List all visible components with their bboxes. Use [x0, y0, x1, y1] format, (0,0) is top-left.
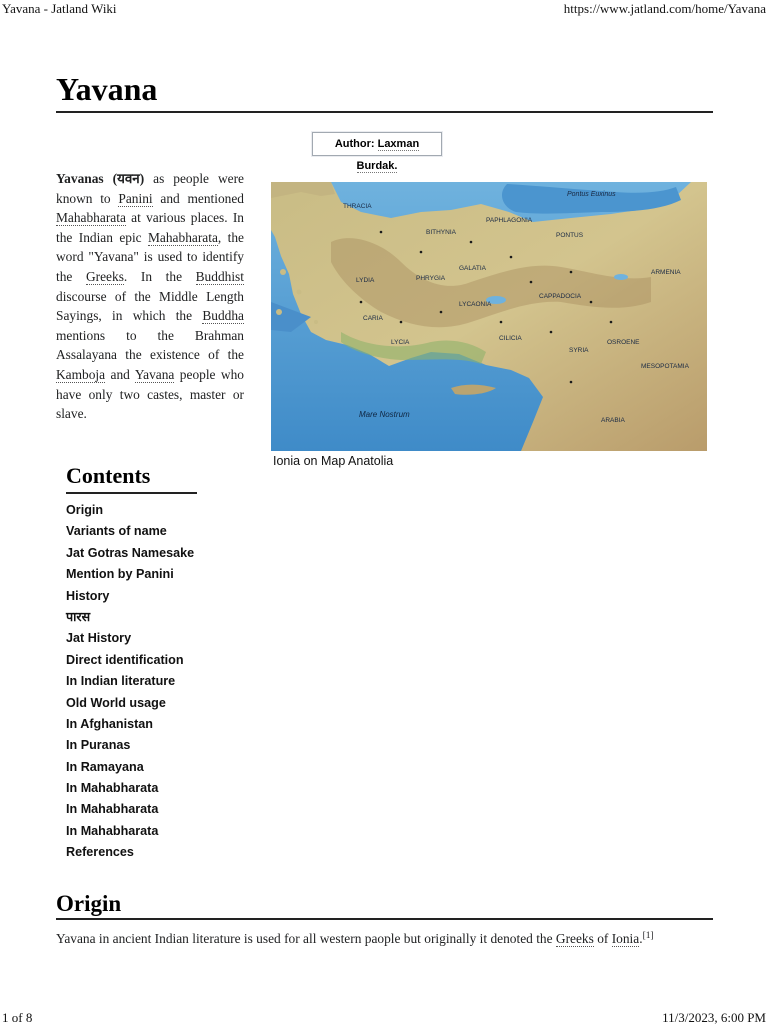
link-panini[interactable]: Panini	[118, 190, 153, 206]
map-lake-2	[614, 274, 628, 280]
map-city-dot	[420, 251, 423, 254]
map-label-syria: SYRIA	[569, 347, 589, 354]
title-divider	[56, 111, 713, 113]
intro-text: , the word "Yavana" is used to identify the	[56, 229, 244, 284]
link-greeks[interactable]: Greeks	[85, 268, 124, 284]
toc-item[interactable]: In Mahabharata	[66, 802, 159, 817]
map-label-pontus: Pontus Euxinus	[567, 191, 616, 198]
print-header-url: https://www.jatland.com/home/Yavana	[563, 1, 766, 16]
map-city-dot	[530, 281, 533, 284]
toc-item[interactable]: Origin	[66, 503, 104, 517]
reference-link[interactable]: [1]	[642, 931, 654, 941]
map-island	[314, 320, 318, 324]
link-buddhist[interactable]: Buddhist	[195, 268, 244, 284]
origin-text: of	[593, 931, 612, 946]
map-label-caria: CARIA	[363, 315, 383, 322]
print-footer-datetime: 11/3/2023, 6:00 PM	[662, 1010, 766, 1025]
toc-item[interactable]: In Mahabharata	[66, 823, 159, 838]
link-yavana[interactable]: Yavana	[134, 366, 175, 382]
origin-paragraph	[56, 927, 716, 948]
map-city-dot	[440, 311, 443, 314]
map-city-dot	[360, 301, 363, 304]
map-label-galatia: GALATIA	[459, 265, 486, 272]
map-city-dot	[510, 256, 513, 259]
map-label-phrygia: PHRYGIA	[416, 275, 446, 282]
map-city-dot	[470, 241, 473, 244]
intro-text: and	[105, 366, 135, 382]
map-city-dot	[570, 381, 573, 384]
link-mahabharata[interactable]: Mahabharata	[56, 210, 126, 226]
map-label-lydia: LYDIA	[356, 277, 375, 284]
author-link[interactable]: Laxman Burdak.	[356, 138, 420, 172]
toc-item[interactable]: Jat History	[66, 631, 132, 646]
toc-divider	[66, 492, 197, 494]
map-label-osroene: OSROENE	[607, 339, 640, 346]
author-prefix: Author:	[334, 138, 378, 150]
map-anatolia-image[interactable]	[271, 182, 707, 451]
toc-item[interactable]: In Indian literature	[66, 674, 176, 689]
link-mahabharata-2[interactable]: Mahabharata	[148, 229, 218, 245]
intro-text: . In the	[123, 268, 196, 284]
page-title: Yavana	[56, 71, 158, 107]
intro-text: people who have only two castes, master or slave.	[56, 366, 244, 422]
map-label-cappadocia: CAPPADOCIA	[539, 293, 582, 300]
origin-text: Yavana in ancient Indian literature is used for all western paople but originally it denoted the	[56, 931, 556, 946]
map-label-armenia: ARMENIA	[651, 269, 681, 276]
map-label-arabia: ARABIA	[601, 417, 625, 424]
print-footer-page: 1 of 8	[2, 1010, 33, 1025]
author-box	[312, 132, 442, 172]
section-divider	[56, 918, 713, 920]
link-ionia[interactable]: Ionia	[611, 931, 640, 946]
intro-text: mentions to the Brahman Assalayana the existence of the	[56, 327, 244, 363]
origin-text: .	[639, 931, 643, 946]
print-header-title: Yavana - Jatland Wiki	[2, 1, 117, 16]
toc-item[interactable]: Direct identification	[66, 652, 184, 667]
toc-item[interactable]: References	[66, 845, 134, 860]
toc-item[interactable]: In Ramayana	[66, 759, 144, 774]
map-island	[280, 269, 286, 275]
map-caption: Ionia on Map Anatolia	[273, 454, 394, 468]
map-label-lycaonia: LYCAONIA	[459, 301, 492, 308]
map-label-bithynia: BITHYNIA	[426, 229, 456, 236]
intro-text: and mentioned	[152, 190, 244, 206]
map-label-mesopotamia: MESOPOTAMIA	[641, 363, 689, 370]
map-city-dot	[380, 231, 383, 234]
map-city-dot	[610, 321, 613, 324]
toc-item[interactable]: Jat Gotras Namesake	[66, 545, 195, 560]
map-label-cilicia: CILICIA	[499, 335, 522, 342]
map-city-dot	[550, 331, 553, 334]
intro-text: as people were known to	[56, 171, 244, 206]
map-anatolia-svg	[271, 182, 707, 451]
toc-item[interactable]: पारस	[66, 609, 91, 624]
map-city-dot	[570, 271, 573, 274]
table-of-contents	[66, 462, 266, 864]
map-island	[276, 309, 282, 315]
map-label-pontus-region: PONTUS	[556, 232, 584, 239]
map-label-paphlagonia: PAPHLAGONIA	[486, 217, 533, 224]
toc-item[interactable]: In Mahabharata	[66, 781, 159, 796]
section-heading-origin: Origin	[56, 891, 122, 916]
toc-item[interactable]: Variants of name	[66, 524, 167, 539]
toc-item[interactable]: History	[66, 588, 110, 603]
intro-paragraph	[56, 169, 244, 424]
intro-text: discourse of the Middle Length Sayings, in which the	[56, 288, 244, 324]
map-city-dot	[590, 301, 593, 304]
map-city-dot	[500, 321, 503, 324]
link-buddha[interactable]: Buddha	[202, 308, 244, 324]
intro-text: at various places. In the Indian epic	[56, 210, 244, 245]
toc-item[interactable]: In Afghanistan	[66, 716, 153, 731]
toc-item[interactable]: Old World usage	[66, 695, 166, 710]
map-label-thracia: THRACIA	[343, 203, 372, 210]
link-greeks-origin[interactable]: Greeks	[555, 931, 594, 946]
toc-item[interactable]: Mention by Panini	[66, 567, 174, 582]
map-city-dot	[400, 321, 403, 324]
toc-title: Contents	[66, 463, 151, 488]
map-island	[297, 290, 302, 295]
map-label-lycia: LYCIA	[391, 339, 410, 346]
intro-bold-term: Yavanas (यवन)	[56, 171, 145, 186]
link-kamboja[interactable]: Kamboja	[56, 366, 106, 382]
map-label-mare-nostrum: Mare Nostrum	[359, 410, 410, 419]
toc-item[interactable]: In Puranas	[66, 738, 131, 753]
toc-list	[66, 500, 266, 864]
